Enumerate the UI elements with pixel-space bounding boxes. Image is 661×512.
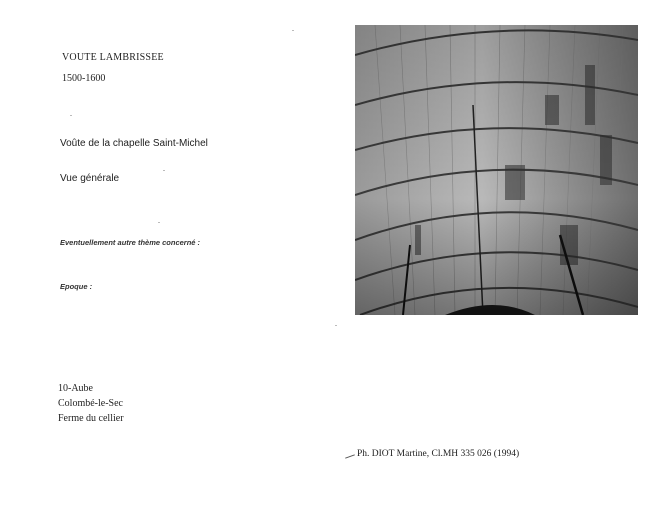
record-title: VOUTE LAMBRISSEE — [62, 52, 164, 63]
site-name: Ferme du cellier — [58, 413, 124, 424]
theme-label: Eventuellement autre thème concerné : — [60, 238, 201, 247]
speck — [158, 222, 160, 223]
record-subject: Voûte de la chapelle Saint-Michel — [60, 138, 208, 149]
epoque-label: Epoque : — [60, 282, 93, 291]
speck — [292, 30, 294, 31]
speck — [70, 115, 72, 116]
department: 10-Aube — [58, 383, 93, 394]
record-dates: 1500-1600 — [62, 73, 106, 84]
commune: Colombé-le-Sec — [58, 398, 123, 409]
vault-photo — [355, 25, 638, 315]
credit-dash — [345, 454, 355, 458]
photo-credit: Ph. DIOT Martine, Cl.MH 335 026 (1994) — [357, 449, 520, 459]
speck — [163, 170, 165, 171]
speck — [335, 325, 337, 326]
record-view: Vue générale — [60, 173, 120, 184]
